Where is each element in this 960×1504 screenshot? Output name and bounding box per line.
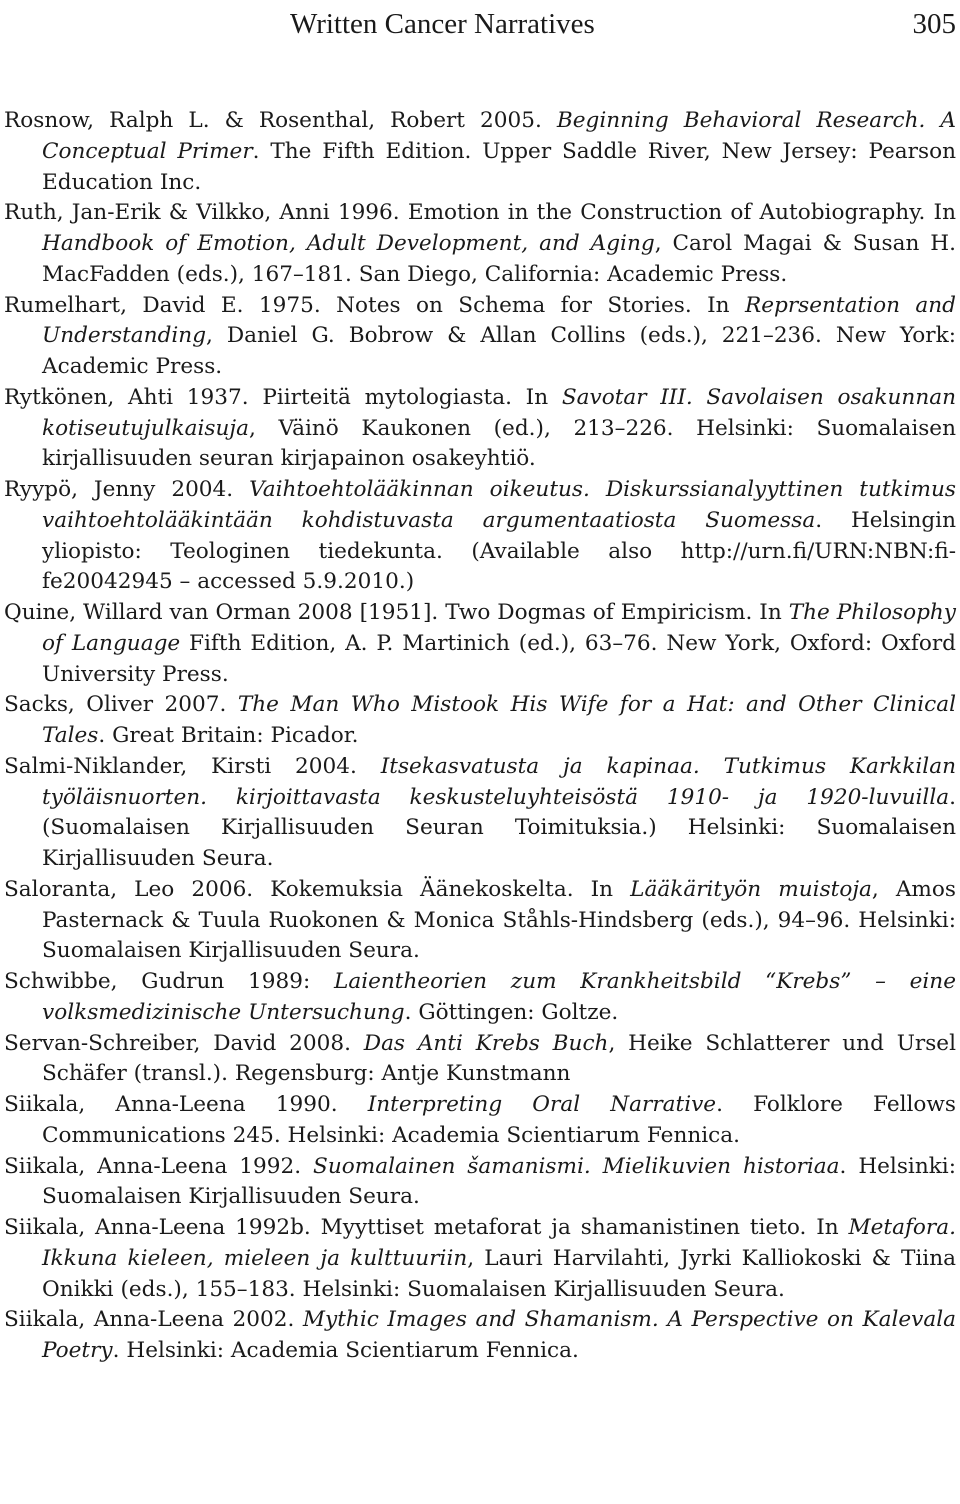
reference-title: Vaihtoehtolääkinnan oikeutus. Diskurssianalyyttinen tutkimus vaihtoehtolääkintään kohdistuvasta argumentaatiosta Suomessa — [42, 477, 956, 533]
reference-entry — [4, 967, 956, 1029]
reference-text: Siikala, Anna-Leena 1992. — [4, 1153, 314, 1179]
reference-text: . (Suomalaisen Kirjallisuuden Seuran Toimituksia.) Helsinki: Suomalaisen Kirjallisuuden Seura. — [42, 784, 956, 871]
page-number: 305 — [912, 8, 956, 40]
reference-text: . Göttingen: Goltze. — [404, 999, 619, 1025]
reference-text: Salmi-Niklander, Kirsti 2004. — [4, 753, 381, 779]
reference-text: Quine, Willard van Orman 2008 [1951]. Two Dogmas of Empiricism. In — [4, 600, 789, 625]
reference-title: Itsekasvatusta ja kapinaa. Tutkimus Karkkilan työläisnuorten. kirjoittavasta keskusteluyhteisöstä 1910- ja 1920-luvuilla — [42, 753, 956, 810]
reference-text: . Helsinki: Academia Scientiarum Fennica. — [112, 1338, 579, 1363]
reference-entry — [4, 690, 956, 752]
reference-text: , Daniel G. Bobrow & Allan Collins (eds.), 221–236. New York: Academic Press. — [42, 323, 956, 379]
reference-entry — [4, 1029, 956, 1091]
reference-title: Interpreting Oral Narrative — [367, 1092, 717, 1117]
reference-entry — [4, 383, 956, 475]
reference-title: The Philosophy of Language — [42, 600, 957, 656]
reference-text: , Lauri Harvilahti, Jyrki Kalliokoski & Tiina Onikki (eds.), 155–183. Helsinki: Suomalaisen Kirjallisuuden Seura. — [42, 1245, 956, 1302]
running-title: Written Cancer Narratives — [290, 8, 595, 40]
reference-title: Metafora. Ikkuna kieleen, mieleen ja kulttuuriin — [42, 1215, 956, 1271]
reference-text: Sacks, Oliver 2007. — [4, 692, 238, 718]
reference-title: Lääkärityön muistoja — [630, 876, 872, 902]
reference-entry — [4, 598, 956, 690]
reference-title: Handbook of Emotion, Adult Development, and Aging — [42, 231, 655, 256]
reference-entry — [4, 1090, 956, 1152]
reference-entry — [4, 752, 956, 875]
reference-title: Suomalainen šamanismi. Mielikuvien historiaa — [313, 1153, 840, 1179]
reference-list — [4, 106, 956, 1367]
reference-text: . Great Britain: Picador. — [98, 723, 359, 748]
reference-text: Rytkönen, Ahti 1937. Piirteitä mytologiasta. In — [4, 384, 562, 410]
reference-entry — [4, 106, 956, 198]
reference-entry — [4, 198, 956, 290]
reference-text: , Amos Pasternack & Tuula Ruokonen & Monica Ståhls-Hindsberg (eds.), 94–96. Helsinki: Suomalaisen Kirjallisuuden Seura. — [42, 876, 956, 964]
reference-title: Das Anti Krebs Buch — [363, 1030, 609, 1056]
reference-title: Laientheorien zum Krankheitsbild “Krebs” – eine volksmedizinische Untersuchung — [42, 969, 956, 1025]
reference-text: Siikala, Anna-Leena 1990. — [4, 1092, 368, 1117]
reference-text: . Helsinki: Suomalaisen Kirjallisuuden Seura. — [42, 1153, 956, 1210]
running-header — [0, 4, 956, 44]
reference-text: , Heike Schlatterer und Ursel Schäfer (transl.). Regensburg: Antje Kunstmann — [42, 1030, 956, 1087]
reference-entry — [4, 875, 956, 967]
reference-entry — [4, 1152, 956, 1214]
reference-entry — [4, 1213, 956, 1305]
reference-text: Saloranta, Leo 2006. Kokemuksia Äänekoskelta. In — [4, 876, 631, 902]
reference-text: , Väinö Kaukonen (ed.), 213–226. Helsinki: Suomalaisen kirjallisuuden seuran kirjapainon osakeyhtiö. — [42, 415, 956, 472]
reference-text: Rosnow, Ralph L. & Rosenthal, Robert 2005. — [4, 108, 557, 133]
reference-text: Siikala, Anna-Leena 2002. — [4, 1307, 303, 1333]
reference-text: Siikala, Anna-Leena 1992b. Myyttiset metaforat ja shamanistinen tieto. In — [4, 1215, 849, 1240]
reference-text: Servan-Schreiber, David 2008. — [4, 1030, 364, 1056]
reference-text: Rumelhart, David E. 1975. Notes on Schema for Stories. In — [4, 292, 745, 318]
reference-title: Beginning Behavioral Research. A Conceptual Primer — [42, 108, 956, 164]
reference-text: . The Fifth Edition. Upper Saddle River, New Jersey: Pearson Education Inc. — [42, 138, 956, 195]
reference-text: , Carol Magai & Susan H. MacFadden (eds.), 167–181. San Diego, California: Academic Press. — [42, 231, 956, 287]
reference-text: Fifth Edition, A. P. Martinich (ed.), 63–76. New York, Oxford: Oxford University Press. — [42, 630, 957, 687]
reference-entry — [4, 475, 956, 598]
reference-title: The Man Who Mistook His Wife for a Hat: and Other Clinical Tales — [42, 692, 956, 748]
reference-text: . Folklore Fellows Communications 245. Helsinki: Academia Scientiarum Fennica. — [42, 1092, 956, 1148]
reference-title: Mythic Images and Shamanism. A Perspective on Kalevala Poetry — [42, 1307, 956, 1363]
reference-text: . Helsingin yliopisto: Teologinen tiedekunta. (Available also http://urn.fi/URN:NBN:fi-fe20042945 – accessed 5.9.2010.) — [42, 507, 956, 595]
reference-entry — [4, 291, 956, 383]
reference-title: Reprsentation and Understanding — [42, 292, 956, 349]
reference-text: Ryypö, Jenny 2004. — [4, 477, 250, 502]
reference-text: Ruth, Jan-Erik & Vilkko, Anni 1996. Emotion in the Construction of Autobiography. In — [4, 200, 956, 226]
reference-title: Savotar III. Savolaisen osakunnan kotiseutujulkaisuja — [42, 384, 957, 441]
reference-entry — [4, 1305, 956, 1367]
reference-text: Schwibbe, Gudrun 1989: — [4, 969, 334, 994]
